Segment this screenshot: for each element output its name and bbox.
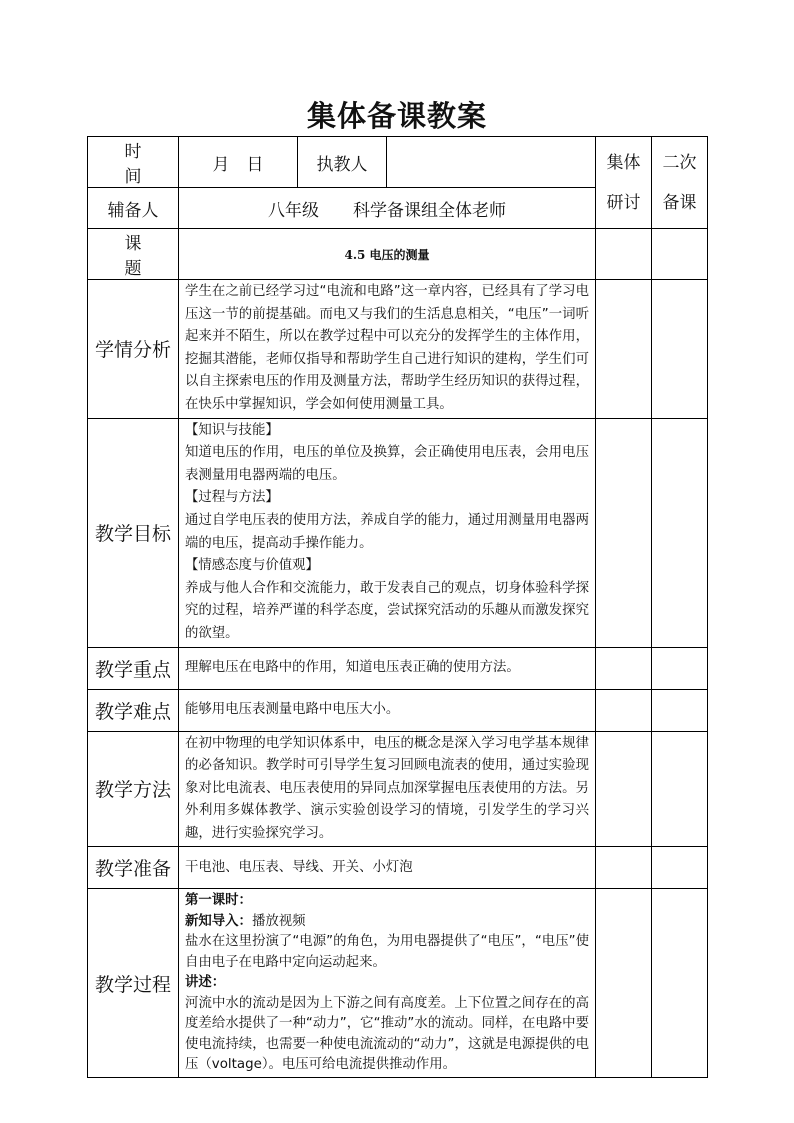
collective-cell bbox=[596, 229, 652, 280]
goals-text-process: 通过自学电压表的使用方法，养成自学的能力，通过用测量用电器两端的电压，提高动手操作能力。 bbox=[185, 512, 589, 551]
collective-cell bbox=[596, 647, 652, 689]
process-narration-label: 讲述： bbox=[185, 975, 226, 991]
key-points-text: 理解电压在电路中的作用，知道电压表正确的使用方法。 bbox=[179, 647, 596, 689]
goals-text-knowledge: 知道电压的作用，电压的单位及换算，会正确使用电压表，会用电压表测量用电器两端的电压。 bbox=[185, 445, 589, 483]
analysis-text: 学生在之前已经学习过“电流和电路”这一章内容，已经具有了学习电压这一节的前提基础。而电又与我们的生活息息相关，“电压”一词听起来并不陌生，所以在教学过程中可以充分的发挥学生的主体作用，挖掘其潜能，老师仅指导和帮助学生自己进行知识的建构，学生们可以自主探索电压的作用及测量方法，帮助学生经历知识的获得过程，在快乐中掌握知识，学会如何使用测量工具。 bbox=[179, 280, 596, 419]
second-cell bbox=[652, 229, 708, 280]
methods-label: 教学方法 bbox=[88, 731, 179, 847]
date-cell: 月 日 bbox=[179, 137, 298, 188]
key-points-row bbox=[88, 647, 708, 689]
second-cell bbox=[652, 418, 708, 647]
difficulties-label: 教学难点 bbox=[88, 689, 179, 731]
methods-row bbox=[88, 731, 708, 847]
topic-row bbox=[88, 229, 708, 280]
collective-cell bbox=[596, 889, 652, 1078]
second-cell bbox=[652, 847, 708, 889]
group-text: 科学备课组全体老师 bbox=[353, 200, 506, 221]
teacher-label: 执教人 bbox=[298, 137, 387, 188]
analysis-label: 学情分析 bbox=[88, 280, 179, 419]
process-intro-value: 播放视频 bbox=[251, 913, 306, 929]
process-label: 教学过程 bbox=[88, 889, 179, 1078]
second-cell bbox=[652, 647, 708, 689]
assistant-value bbox=[179, 188, 596, 229]
goals-heading-process: 【过程与方法】 bbox=[185, 490, 279, 506]
second-cell bbox=[652, 280, 708, 419]
second-preparation-header bbox=[652, 137, 708, 229]
process-narration-text: 河流中水的流动是因为上下游之间有高度差。上下位置之间存在的高度差给水提供了一种“动力”，它“推动”水的流动。同样，在电路中要使电流持续，也需要一种使电流流动的“动力”，这就是电源提供的电压（voltage）。电压可给电流提供推动作用。 bbox=[185, 995, 589, 1073]
difficulties-row bbox=[88, 689, 708, 731]
second-cell bbox=[652, 889, 708, 1078]
grade-text: 八年级 bbox=[268, 200, 319, 221]
teacher-value bbox=[387, 137, 596, 188]
difficulties-text: 能够用电压表测量电路中电压大小。 bbox=[179, 689, 596, 731]
second-cell bbox=[652, 689, 708, 731]
preparation-row bbox=[88, 847, 708, 889]
second-cell bbox=[652, 731, 708, 847]
goals-label: 教学目标 bbox=[88, 418, 179, 647]
second-label-line1: 二次 bbox=[662, 152, 697, 173]
collective-cell bbox=[596, 280, 652, 419]
collective-label-line2: 研讨 bbox=[606, 192, 641, 213]
page-title: 集体备课教案 bbox=[306, 99, 487, 133]
collective-cell bbox=[596, 847, 652, 889]
process-content bbox=[179, 889, 596, 1078]
header-row-1 bbox=[88, 137, 708, 188]
key-points-label: 教学重点 bbox=[88, 647, 179, 689]
time-label: 时 间 bbox=[88, 137, 179, 188]
collective-cell bbox=[596, 418, 652, 647]
preparation-text: 干电池、电压表、导线、开关、小灯泡 bbox=[179, 847, 596, 889]
topic-label: 课 题 bbox=[88, 229, 179, 280]
process-intro-line bbox=[185, 912, 589, 933]
collective-cell bbox=[596, 689, 652, 731]
process-intro-label: 新知导入： bbox=[185, 913, 252, 929]
process-lesson-heading: 第一课时： bbox=[185, 893, 252, 909]
assistant-label: 辅备人 bbox=[88, 188, 179, 229]
goals-heading-knowledge: 【知识与技能】 bbox=[185, 422, 279, 438]
collective-discussion-header bbox=[596, 137, 652, 229]
goals-text-attitude: 养成与他人合作和交流能力，敢于发表自己的观点，切身体验科学探究的过程，培养严谨的科学态度，尝试探究活动的乐趣从而激发探究的欲望。 bbox=[185, 580, 589, 641]
topic-value: 4.5 电压的测量 bbox=[179, 229, 596, 280]
second-label-line2: 备课 bbox=[662, 192, 697, 213]
goals-content bbox=[179, 418, 596, 647]
process-row bbox=[88, 889, 708, 1078]
collective-cell bbox=[596, 731, 652, 847]
process-intro-text: 盐水在这里扮演了“电源”的角色，为用电器提供了“电压”，“电压”使自由电子在电路中定向运动起来。 bbox=[185, 934, 589, 970]
goals-heading-attitude: 【情感态度与价值观】 bbox=[185, 558, 319, 574]
preparation-label: 教学准备 bbox=[88, 847, 179, 889]
lesson-plan-table bbox=[87, 136, 708, 1078]
methods-text: 在初中物理的电学知识体系中，电压的概念是深入学习电学基本规律的必备知识。教学时可引导学生复习回顾电流表的使用，通过实验现象对比电流表、电压表使用的异同点加深掌握电压表使用的方法。另外利用多媒体教学、演示实验创设学习的情境，引发学生的学习兴趣，进行实验探究学习。 bbox=[179, 731, 596, 847]
goals-row bbox=[88, 418, 708, 647]
collective-label-line1: 集体 bbox=[606, 152, 641, 173]
analysis-row bbox=[88, 280, 708, 419]
